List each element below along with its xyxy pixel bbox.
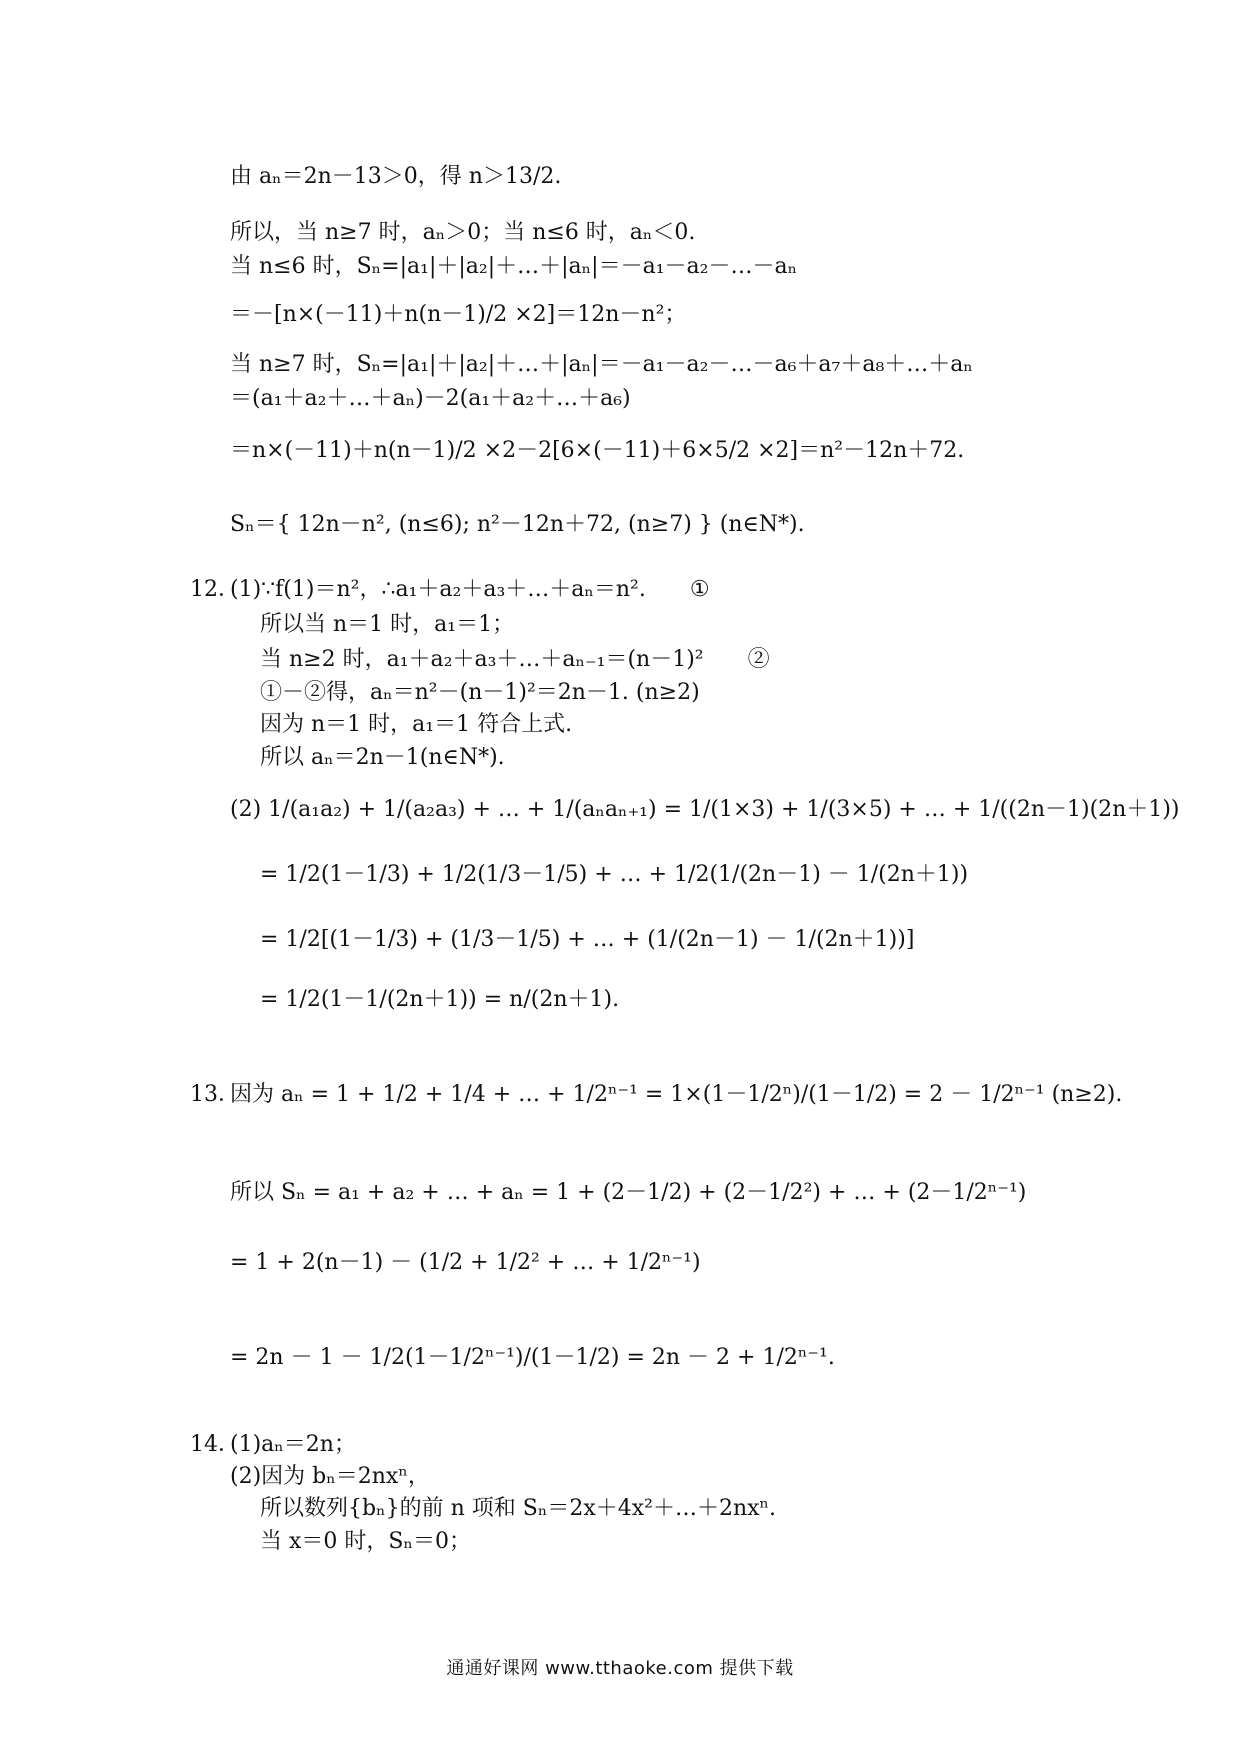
q14-line-2: (2)因为 bₙ＝2nxⁿ， bbox=[230, 1464, 430, 1489]
q14-line-4: 当 x＝0 时，Sₙ＝0； bbox=[260, 1529, 471, 1554]
q12-line-2: 所以当 n＝1 时，a₁＝1； bbox=[260, 612, 515, 637]
q11-line-3: 当 n≤6 时，Sₙ=|a₁|＋|a₂|＋…＋|aₙ|＝－a₁－a₂－…－aₙ bbox=[230, 254, 798, 279]
q11-line-6: ＝(a₁＋a₂＋…＋aₙ)－2(a₁＋a₂＋…＋a₆) bbox=[230, 386, 631, 411]
q13-line-2: 所以 Sₙ = a₁ + a₂ + … + aₙ = 1 + (2－1/2) + (2－1/2²) + … + (2－1/2ⁿ⁻¹) bbox=[230, 1180, 1027, 1205]
q14-line-3: 所以数列{bₙ}的前 n 项和 Sₙ＝2x＋4x²＋…＋2nxⁿ. bbox=[260, 1496, 777, 1521]
q12-line-4: ①－②得，aₙ＝n²－(n－1)²＝2n－1. (n≥2) bbox=[260, 680, 700, 705]
q11-line-4: ＝－[n×(－11)＋n(n－1)/2 ×2]＝12n－n²； bbox=[230, 302, 687, 327]
q12-line-6: 所以 aₙ＝2n－1(n∈N*). bbox=[260, 745, 505, 770]
q14-number: 14． bbox=[190, 1432, 240, 1457]
q14-line-1: (1)aₙ＝2n； bbox=[230, 1432, 356, 1457]
page-footer: 通通好课网 www.tthaoke.com 提供下载 bbox=[446, 1658, 794, 1679]
q12-line-5: 因为 n＝1 时，a₁＝1 符合上式. bbox=[260, 712, 573, 737]
q11-piecewise: Sₙ＝{ 12n－n², (n≤6); n²－12n＋72, (n≥7) } (n∈N*). bbox=[230, 512, 805, 537]
q13-line-1: 因为 aₙ = 1 + 1/2 + 1/4 + … + 1/2ⁿ⁻¹ = 1×(1－1/2ⁿ)/(1－1/2) = 2 － 1/2ⁿ⁻¹ (n≥2). bbox=[230, 1082, 1123, 1107]
q11-line-7: ＝n×(－11)＋n(n－1)/2 ×2－2[6×(－11)＋6×5/2 ×2]＝n²－12n＋72. bbox=[230, 438, 965, 463]
q11-line-1: 由 aₙ＝2n－13＞0，得 n＞13/2. bbox=[230, 164, 562, 189]
q11-line-5: 当 n≥7 时，Sₙ=|a₁|＋|a₂|＋…＋|aₙ|＝－a₁－a₂－…－a₆＋a₇＋a₈＋…＋aₙ bbox=[230, 352, 973, 377]
q12-line-10: = 1/2(1－1/(2n＋1)) = n/(2n＋1). bbox=[260, 987, 620, 1012]
q12-number: 12． bbox=[190, 577, 240, 602]
q12-line-1: (1)∵f(1)＝n²，∴a₁＋a₂＋a₃＋…＋aₙ＝n². ① bbox=[230, 577, 710, 602]
q13-line-3: = 1 + 2(n－1) － (1/2 + 1/2² + … + 1/2ⁿ⁻¹) bbox=[230, 1250, 701, 1275]
q12-line-7: (2) 1/(a₁a₂) + 1/(a₂a₃) + … + 1/(aₙaₙ₊₁) = 1/(1×3) + 1/(3×5) + … + 1/((2n－1)(2n＋1)) bbox=[230, 797, 1180, 822]
q12-line-8: = 1/2(1－1/3) + 1/2(1/3－1/5) + … + 1/2(1/(2n－1) － 1/(2n＋1)) bbox=[260, 862, 969, 887]
q13-number: 13． bbox=[190, 1082, 240, 1107]
q13-line-4: = 2n － 1 － 1/2(1－1/2ⁿ⁻¹)/(1－1/2) = 2n － 2 + 1/2ⁿ⁻¹. bbox=[230, 1345, 835, 1370]
q11-line-2: 所以，当 n≥7 时，aₙ＞0；当 n≤6 时，aₙ＜0. bbox=[230, 220, 696, 245]
q12-line-3: 当 n≥2 时，a₁＋a₂＋a₃＋…＋aₙ₋₁＝(n－1)² ② bbox=[260, 647, 770, 672]
q12-line-9: = 1/2[(1－1/3) + (1/3－1/5) + … + (1/(2n－1) － 1/(2n＋1))] bbox=[260, 927, 915, 952]
